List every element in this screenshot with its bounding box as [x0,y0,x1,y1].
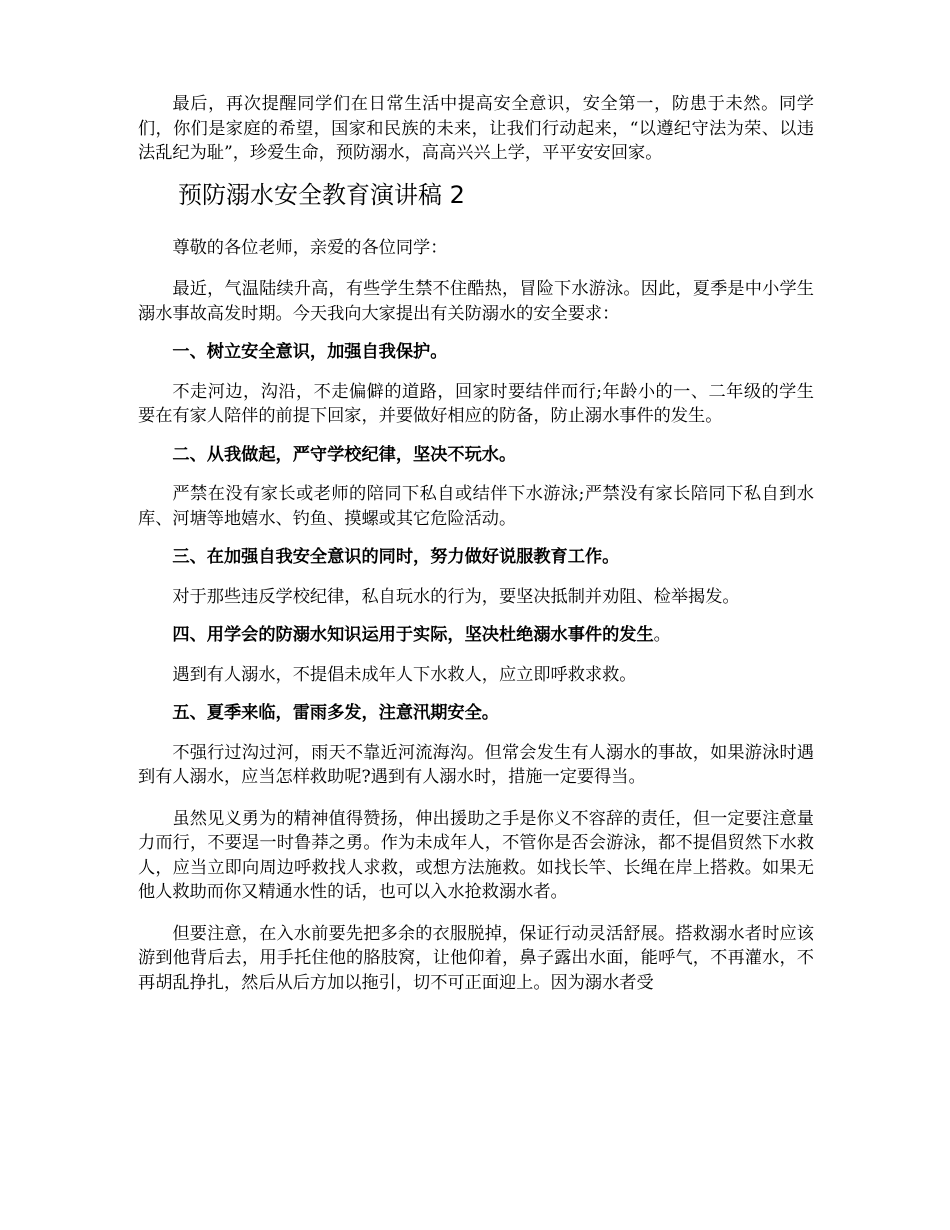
paragraph-section-5: 不强行过沟过河，雨天不靠近河流海沟。但常会发生有人溺水的事故，如果游泳时遇到有人溺水，应当怎样救助呢?遇到有人溺水时，措施一定要得当。 [138,742,814,787]
section-heading-5: 五、夏季来临，雷雨多发，注意汛期安全。 [172,703,499,723]
paragraph-closing-reminder: 最后，再次提醒同学们在日常生活中提高安全意识，安全第一，防患于未然。同学们，你们是家庭的希望，国家和民族的未来，让我们行动起来，“以遵纪守法为荣、以违法乱纪为耻”，珍爱生命，预防溺水，高高兴兴上学，平平安安回家。 [138,94,814,163]
paragraph-rescue-method: 但要注意，在入水前要先把多余的衣服脱掉，保证行动灵活舒展。搭救溺水者时应该游到他背后去，用手托住他的胳肢窝，让他仰着，鼻子露出水面，能呼气，不再灌水，不再胡乱挣扎，然后从后方加以拖引，切不可正面迎上。因为溺水者受 [138,923,814,993]
greeting: 尊敬的各位老师，亲爱的各位同学： [172,237,448,258]
paragraph-section-2: 严禁在没有家长或老师的陪同下私自或结伴下水游泳;严禁没有家长陪同下私自到水库、河塘等地嬉水、钓鱼、摸螺或其它危险活动。 [138,484,814,529]
paragraph-section-3: 对于那些违反学校纪律，私自玩水的行为，要坚决抵制并劝阻、检举揭发。 [172,586,740,607]
paragraph-section-1: 不走河边，沟沿，不走偏僻的道路，回家时要结伴而行;年龄小的一、二年级的学生要在有家人陪伴的前提下回家，并要做好相应的防备，防止溺水事件的发生。 [138,381,814,426]
document-page [138,92,814,995]
section-heading-2: 二、从我做起，严守学校纪律，坚决不玩水。 [172,444,517,465]
section-heading-4 [138,623,814,648]
paragraph-section-4: 遇到有人溺水，不提倡未成年人下水救人，应立即呼救求救。 [172,664,637,685]
speech-title: 预防溺水安全教育演讲稿 2 [178,180,465,209]
paragraph-intro: 最近，气温陆续升高，有些学生禁不住酷热，冒险下水游泳。因此，夏季是中小学生溺水事故高发时期。今天我向大家提出有关防溺水的安全要求： [138,279,814,324]
section-heading-4-tail: 。 [653,625,671,645]
paragraph-rescue-advice: 虽然见义勇为的精神值得赞扬，伸出援助之手是你义不容辞的责任，但一定要注意量力而行，不要逞一时鲁莽之勇。作为未成年人，不管你是否会游泳，都不提倡贸然下水救人，应当立即向周边呼救找人求救，或想方法施救。如找长竿、长绳在岸上搭救。如果无他人救助而你又精通水性的话，也可以入水抢救溺水者。 [138,808,814,902]
section-heading-1: 一、树立安全意识，加强自我保护。 [172,342,448,362]
section-heading-3: 三、在加强自我安全意识的同时，努力做好说服教育工作。 [172,547,620,567]
section-heading-4-text: 四、用学会的防溺水知识运用于实际，坚决杜绝溺水事件的发生 [172,625,654,645]
